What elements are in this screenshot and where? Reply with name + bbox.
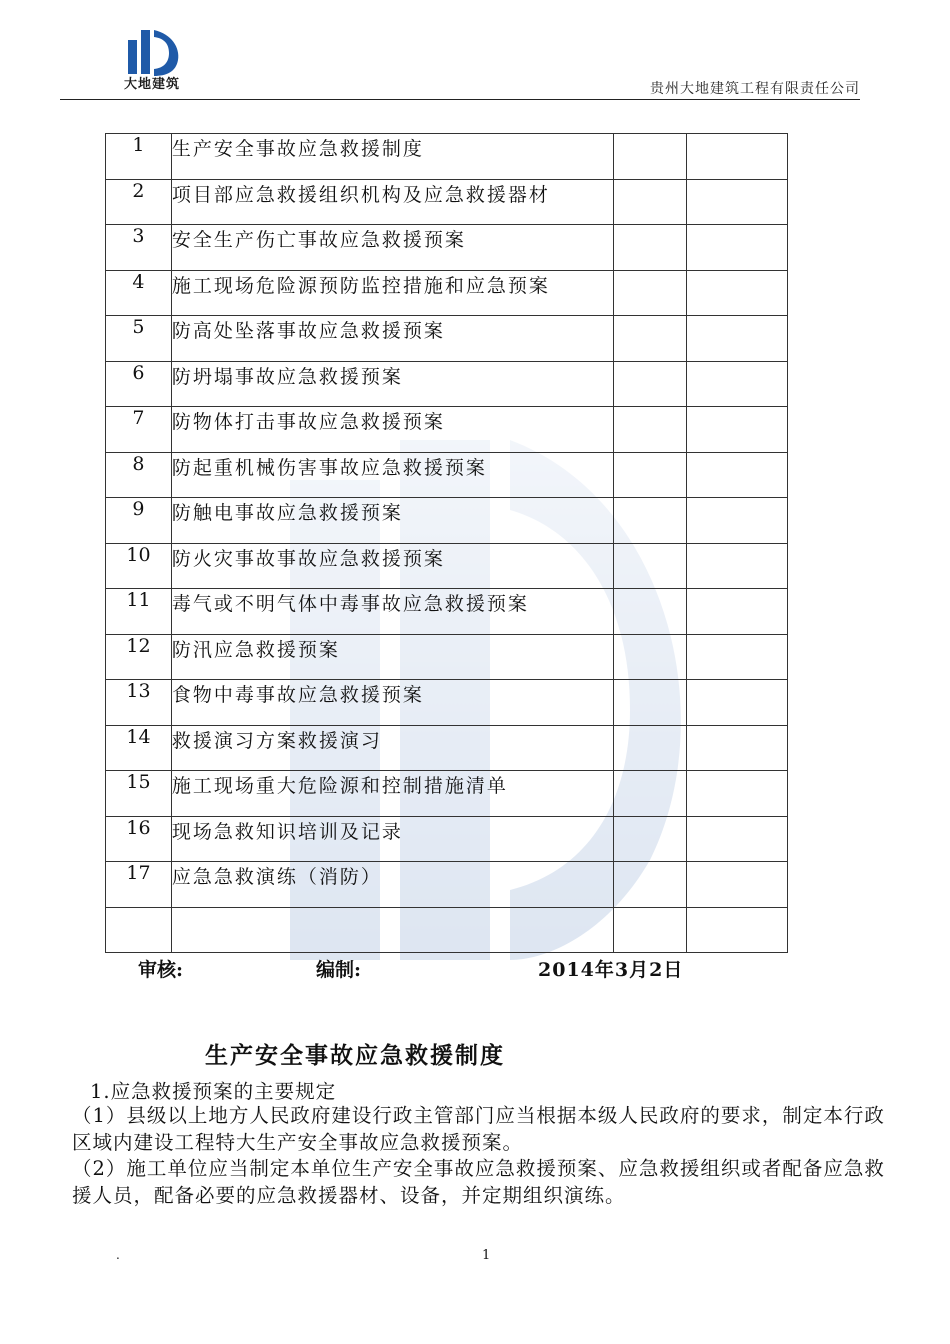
row-item: 救援演习方案救援演习 <box>171 725 613 771</box>
company-name: 贵州大地建筑工程有限责任公司 <box>650 81 860 97</box>
date-label: 2014年3月2日 <box>538 959 684 981</box>
row-item: 防高处坠落事故应急救援预案 <box>171 316 613 362</box>
row-item: 防火灾事故事故应急救援预案 <box>171 543 613 589</box>
row-number: 16 <box>106 816 172 862</box>
row-number: 4 <box>106 270 172 316</box>
row-number: 12 <box>106 634 172 680</box>
page-number: 1 <box>482 1248 491 1263</box>
table-row <box>106 725 788 771</box>
row-blank-cell <box>614 680 687 726</box>
row-number: 14 <box>106 725 172 771</box>
row-item: 防触电事故应急救援预案 <box>171 498 613 544</box>
row-item: 防坍塌事故应急救援预案 <box>171 361 613 407</box>
section-heading: 1.应急救援预案的主要规定 <box>90 1080 337 1103</box>
row-blank-cell <box>614 498 687 544</box>
table-row <box>106 634 788 680</box>
row-blank-cell <box>614 543 687 589</box>
compile-label: 编制: <box>316 959 362 981</box>
row-blank-cell <box>687 316 788 362</box>
row-number: 5 <box>106 316 172 362</box>
row-number: 3 <box>106 225 172 271</box>
row-blank-cell <box>614 179 687 225</box>
header-rule <box>60 99 860 100</box>
table-row <box>106 907 788 953</box>
row-number: 17 <box>106 862 172 908</box>
row-item: 生产安全事故应急救援制度 <box>171 134 613 180</box>
row-item: 应急急救演练（消防） <box>171 862 613 908</box>
row-number: 7 <box>106 407 172 453</box>
row-blank-cell <box>614 771 687 817</box>
row-number: 9 <box>106 498 172 544</box>
logo-text: 大地建筑 <box>124 77 181 92</box>
table-row <box>106 543 788 589</box>
table-row <box>106 134 788 180</box>
table-row <box>106 680 788 726</box>
row-item: 安全生产伤亡事故应急救援预案 <box>171 225 613 271</box>
row-number: 15 <box>106 771 172 817</box>
row-blank-cell <box>687 407 788 453</box>
row-number: 6 <box>106 361 172 407</box>
footer-dot: . <box>116 1248 120 1262</box>
row-blank-cell <box>614 407 687 453</box>
row-blank-cell <box>687 543 788 589</box>
document-list-table <box>105 133 788 953</box>
row-blank-cell <box>687 725 788 771</box>
row-blank-cell <box>687 134 788 180</box>
row-number <box>106 907 172 953</box>
row-blank-cell <box>687 498 788 544</box>
row-blank-cell <box>687 907 788 953</box>
row-number: 13 <box>106 680 172 726</box>
table-row <box>106 225 788 271</box>
row-number: 11 <box>106 589 172 635</box>
document-title: 生产安全事故应急救援制度 <box>205 1043 505 1069</box>
row-item: 防汛应急救援预案 <box>171 634 613 680</box>
row-blank-cell <box>614 634 687 680</box>
row-blank-cell <box>614 452 687 498</box>
row-item: 项目部应急救援组织机构及应急救援器材 <box>171 179 613 225</box>
row-item: 现场急救知识培训及记录 <box>171 816 613 862</box>
row-blank-cell <box>614 862 687 908</box>
table-row <box>106 498 788 544</box>
row-blank-cell <box>687 862 788 908</box>
table-row <box>106 179 788 225</box>
row-item: 防起重机械伤害事故应急救援预案 <box>171 452 613 498</box>
row-blank-cell <box>614 316 687 362</box>
row-blank-cell <box>687 452 788 498</box>
row-item: 毒气或不明气体中毒事故应急救援预案 <box>171 589 613 635</box>
row-item: 施工现场危险源预防监控措施和应急预案 <box>171 270 613 316</box>
row-item: 施工现场重大危险源和控制措施清单 <box>171 771 613 817</box>
table-row <box>106 452 788 498</box>
row-item: 食物中毒事故应急救援预案 <box>171 680 613 726</box>
row-blank-cell <box>687 270 788 316</box>
row-item: 防物体打击事故应急救援预案 <box>171 407 613 453</box>
row-blank-cell <box>687 225 788 271</box>
row-blank-cell <box>687 771 788 817</box>
row-number: 10 <box>106 543 172 589</box>
table-row <box>106 771 788 817</box>
row-blank-cell <box>614 589 687 635</box>
row-blank-cell <box>687 680 788 726</box>
row-blank-cell <box>687 816 788 862</box>
table-row <box>106 316 788 362</box>
table-row <box>106 816 788 862</box>
table-row <box>106 862 788 908</box>
row-blank-cell <box>614 816 687 862</box>
table-row <box>106 270 788 316</box>
row-blank-cell <box>687 179 788 225</box>
row-blank-cell <box>614 270 687 316</box>
row-blank-cell <box>687 361 788 407</box>
row-blank-cell <box>614 907 687 953</box>
row-blank-cell <box>614 225 687 271</box>
paragraph-1: （1）县级以上地方人民政府建设行政主管部门应当根据本级人民政府的要求，制定本行政区域内建设工程特大生产安全事故应急救援预案。 <box>72 1104 885 1154</box>
row-blank-cell <box>687 634 788 680</box>
review-label: 审核: <box>138 959 184 981</box>
table-row <box>106 589 788 635</box>
row-blank-cell <box>614 725 687 771</box>
row-number: 1 <box>106 134 172 180</box>
row-number: 8 <box>106 452 172 498</box>
table-row <box>106 407 788 453</box>
table-row <box>106 361 788 407</box>
row-blank-cell <box>687 589 788 635</box>
row-blank-cell <box>614 134 687 180</box>
row-item <box>171 907 613 953</box>
row-blank-cell <box>614 361 687 407</box>
paragraph-2: （2）施工单位应当制定本单位生产安全事故应急救援预案、应急救援组织或者配备应急救援人员，配备必要的应急救援器材、设备，并定期组织演练。 <box>72 1157 885 1207</box>
row-number: 2 <box>106 179 172 225</box>
